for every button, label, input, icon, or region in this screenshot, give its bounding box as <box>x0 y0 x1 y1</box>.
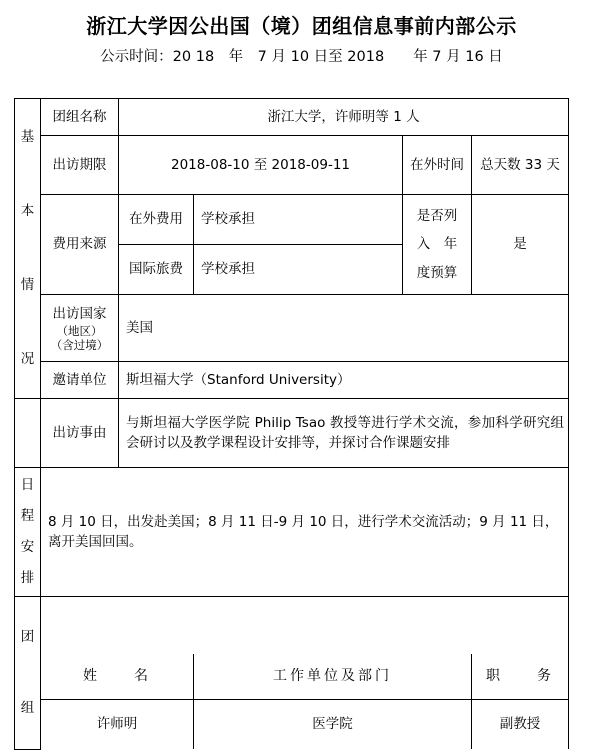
value-inviting-organization: 斯坦福大学（Stanford University） <box>119 362 569 399</box>
notice-period-line: 公示时间：20 18 年 7 月 10 日至 2018 年 7 月 16 日 <box>100 49 503 65</box>
label-visit-period: 出访期限 <box>41 136 119 195</box>
label-funding-type-1: 国际旅费 <box>119 245 194 295</box>
value-visit-period: 2018-08-10 至 2018-09-11 <box>119 136 403 195</box>
value-group-name: 浙江大学，许师明等 1 人 <box>119 99 569 136</box>
table-row-group-name <box>15 99 569 136</box>
schedule-label-char-1: 程 <box>20 508 35 525</box>
budget-label-line-2: 度预算 <box>416 264 458 281</box>
schedule-label-char-2: 安 <box>20 539 35 556</box>
country-label-sub-transit: （含过境） <box>50 338 109 353</box>
table-row-visit-period <box>15 136 569 195</box>
column-header-unit: 工作单位及部门 <box>194 654 472 700</box>
label-inviting-organization: 邀请单位 <box>41 362 119 399</box>
page-title: 浙江大学因公出国（境）团组信息事前内部公示 <box>86 14 517 38</box>
schedule-label-char-0: 日 <box>20 477 35 494</box>
budget-label-line-0: 是否列 <box>416 207 458 224</box>
group-label-char-1: 组 <box>20 700 35 717</box>
table-row-member <box>15 700 569 750</box>
value-funding-source-1: 学校承担 <box>194 245 403 295</box>
value-abroad-time: 总天数 33 天 <box>472 136 569 195</box>
value-schedule: 8 月 10 日，出发赴美国；8 月 11 日-9 月 10 日，进行学术交流活动；9 月 11 日，离开美国回国。 <box>41 468 569 597</box>
group-label-char-0: 团 <box>20 629 35 646</box>
section-label-char-1: 本 <box>20 203 35 220</box>
cell-member-title: 副教授 <box>472 700 569 750</box>
table-row-schedule <box>15 468 569 597</box>
table-row-visit-reason <box>15 399 569 468</box>
value-destination-country: 美国 <box>119 295 569 362</box>
table-row-member-header <box>15 654 569 700</box>
cell-member-name: 许师明 <box>41 700 194 750</box>
section-label-basic-info <box>15 99 41 399</box>
country-label-sub-region: （地区） <box>56 323 103 338</box>
section-label-char-3: 况 <box>20 351 35 368</box>
label-budget-included <box>403 195 472 295</box>
label-abroad-time: 在外时间 <box>403 136 472 195</box>
section-label-char-0: 基 <box>20 129 35 146</box>
label-visit-reason: 出访事由 <box>41 399 119 468</box>
table-row-funding-overseas <box>15 195 569 245</box>
cell-member-unit: 医学院 <box>194 700 472 750</box>
document-page <box>0 13 603 733</box>
section-label-group <box>15 597 41 750</box>
label-funding-type-0: 在外费用 <box>119 195 194 245</box>
label-destination-country <box>41 295 119 362</box>
section-label-basic-info-filler <box>15 399 41 468</box>
label-group-name: 团组名称 <box>41 99 119 136</box>
value-budget-included: 是 <box>472 195 569 295</box>
country-label-main: 出访国家 <box>52 305 107 322</box>
section-label-char-2: 情 <box>20 277 35 294</box>
table-row-destination-country <box>15 295 569 362</box>
value-visit-reason: 与斯坦福大学医学院 Philip Tsao 教授等进行学术交流，参加科学研究组会研讨以及教学课程设计安排等，并探讨合作课题安排 <box>119 399 569 468</box>
section-label-schedule <box>15 468 41 597</box>
column-header-name: 姓 名 <box>41 654 194 700</box>
publication-form-table <box>14 98 569 750</box>
table-row-inviting-organization <box>15 362 569 399</box>
label-funding-source: 费用来源 <box>41 195 119 295</box>
budget-label-line-1: 入 年 <box>416 236 458 253</box>
schedule-label-char-3: 排 <box>20 570 35 587</box>
value-funding-source-0: 学校承担 <box>194 195 403 245</box>
group-table-blank-area <box>41 597 569 655</box>
column-header-title: 职 务 <box>472 654 569 700</box>
table-row-group-spacer <box>15 597 569 655</box>
